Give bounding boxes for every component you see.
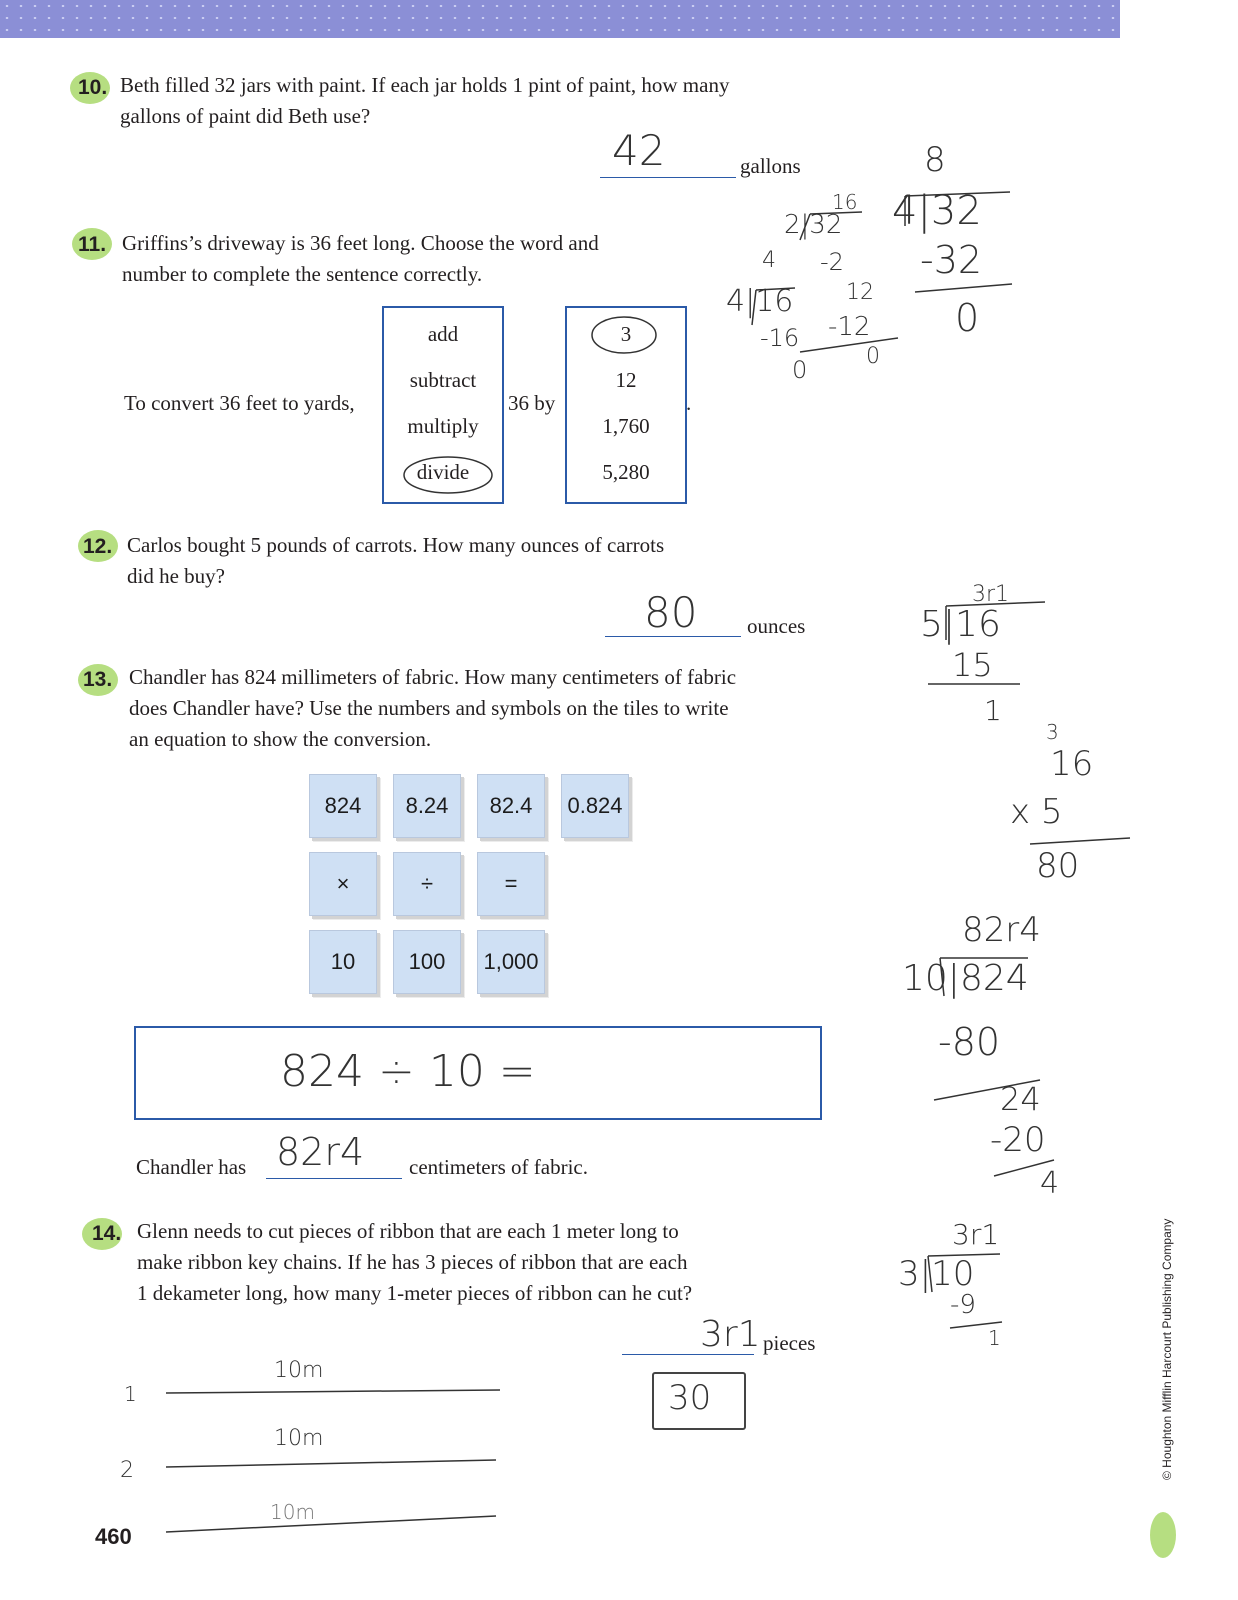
q11-sentence-start: To convert 36 feet to yards, (124, 391, 355, 415)
tile-divide[interactable]: ÷ (393, 852, 461, 916)
work-q12-16: 16 (1050, 744, 1094, 784)
q12-text-line1: Carlos bought 5 pounds of carrots. How many ounces of carrots (127, 533, 665, 557)
q11-sentence-end: . (686, 391, 692, 415)
work-q10-quotient-16: 16 (832, 190, 858, 214)
ribbon-label-2: 10m (274, 1426, 324, 1451)
q12-number: 12. (83, 535, 113, 558)
q13-answer-suffix: centimeters of fabric. (409, 1155, 588, 1179)
work-q13-quotient: 82r4 (962, 910, 1041, 950)
work-q10-division: 4|32 (892, 188, 982, 234)
ribbon-count-1: 1 (124, 1382, 137, 1406)
q11-text-line2: number to complete the sentence correctly. (122, 262, 483, 286)
q10-number: 10. (78, 76, 108, 99)
tile-824[interactable]: 824 (309, 774, 377, 838)
q10-unit: gallons (740, 154, 801, 178)
q10-answer[interactable]: 42 (612, 126, 666, 175)
tile-equals[interactable]: = (477, 852, 545, 916)
work-q13-division: 10|824 (902, 958, 1029, 999)
work-q14-remainder: 1 (988, 1326, 1001, 1350)
work-q10-remainder: 0 (955, 296, 980, 340)
q14-text-line1: Glenn needs to cut pieces of ribbon that are each 1 meter long to (137, 1219, 679, 1243)
q14-answer[interactable]: 3r1 (700, 1314, 761, 1355)
q14-unit: pieces (763, 1331, 816, 1355)
work-q10-quotient: 8 (924, 140, 946, 180)
work-q14-division: 3|10 (898, 1254, 975, 1294)
work-q13-sub-80: -80 (938, 1020, 1001, 1064)
work-q14-sub-9: -9 (950, 1290, 976, 1320)
work-q10-sub-12: -12 (828, 312, 871, 342)
work-q10-sub-2: -2 (820, 248, 844, 276)
work-q12-division: 5|16 (920, 604, 1001, 645)
tile-1000[interactable]: 1,000 (477, 930, 545, 994)
q11-word-divide[interactable]: divide (416, 460, 470, 484)
q11-text-line1: Griffins’s driveway is 36 feet long. Choose the word and (122, 231, 599, 255)
q11-number-12[interactable]: 12 (615, 368, 637, 392)
work-q13-24: 24 (1000, 1080, 1041, 1118)
copyright-notice: © Houghton Mifflin Harcourt Publishing Company (1160, 1218, 1174, 1480)
q13-number: 13. (83, 668, 113, 691)
ribbon-line-1 (166, 1390, 500, 1393)
q11-circle-word (404, 457, 492, 493)
tile-100[interactable]: 100 (393, 930, 461, 994)
q13-text-line2: does Chandler have? Use the numbers and symbols on the tiles to write (129, 696, 729, 720)
q13-answer-prefix: Chandler has (136, 1155, 247, 1179)
work-q10-quotient-4: 4 (762, 248, 776, 273)
tile-0-824[interactable]: 0.824 (561, 774, 629, 838)
highlight-splash (1150, 1512, 1176, 1558)
q12-unit: ounces (747, 614, 806, 638)
q11-number-5280[interactable]: 5,280 (602, 460, 650, 484)
q14-text-line2: make ribbon key chains. If he has 3 pieces of ribbon that are each (137, 1250, 688, 1274)
work-q12-product: 80 (1036, 846, 1080, 886)
tile-multiply[interactable]: × (309, 852, 377, 916)
work-q10-12: 12 (846, 280, 874, 305)
q11-number: 11. (78, 233, 107, 256)
work-q12-remainder: 1 (984, 694, 1002, 727)
work-q10-zero-2: 0 (792, 356, 808, 384)
q13-text-line1: Chandler has 824 millimeters of fabric. How many centimeters of fabric (129, 665, 737, 689)
q11-word-subtract[interactable]: subtract (409, 368, 477, 392)
tile-8-24[interactable]: 8.24 (393, 774, 461, 838)
tile-10[interactable]: 10 (309, 930, 377, 994)
q11-number-1760[interactable]: 1,760 (602, 414, 650, 438)
work-underline (915, 284, 1012, 292)
q13-equation[interactable]: 824 ÷ 10 = (280, 1046, 536, 1097)
q11-circle-number (592, 317, 656, 353)
ribbon-line-2 (166, 1460, 496, 1467)
ribbon-label-3: 10m (270, 1500, 315, 1524)
q14-text-line3: 1 dekameter long, how many 1-meter pieces of ribbon can he cut? (137, 1281, 693, 1305)
work-q13-remainder: 4 (1040, 1166, 1060, 1201)
q11-word-add[interactable]: add (427, 322, 459, 346)
work-q12-times-5: x 5 (1010, 792, 1063, 832)
q14-boxed-answer: 30 (668, 1378, 712, 1418)
work-q14-quotient: 3r1 (952, 1218, 1000, 1251)
q11-sentence-mid: 36 by (508, 391, 556, 415)
ribbon-line-3 (166, 1516, 496, 1532)
work-q12-carry: 3 (1046, 720, 1059, 744)
work-q10-subtract: -32 (920, 238, 983, 282)
page-number: 460 (95, 1524, 132, 1549)
q13-answer[interactable]: 82r4 (276, 1130, 365, 1174)
q12-answer[interactable]: 80 (644, 588, 698, 637)
q10-text-line1: Beth filled 32 jars with paint. If each jar holds 1 pint of paint, how many (120, 73, 730, 97)
tile-82-4[interactable]: 82.4 (477, 774, 545, 838)
q13-text-line3: an equation to show the conversion. (129, 727, 432, 751)
q10-text-line2: gallons of paint did Beth use? (120, 104, 371, 128)
q12-text-line2: did he buy? (127, 564, 225, 588)
work-underline (1030, 838, 1130, 844)
work-q13-sub-20: -20 (990, 1120, 1046, 1160)
q11-word-multiply[interactable]: multiply (407, 414, 479, 438)
ribbon-count-2: 2 (120, 1458, 134, 1483)
q14-number: 14. (92, 1222, 122, 1245)
work-q10-sub-16: -16 (760, 324, 800, 352)
q11-number-3[interactable]: 3 (620, 322, 632, 346)
work-q12-quotient: 3r1 (972, 582, 1010, 607)
work-q10-division-4-16: 4|16 (726, 284, 794, 319)
work-q10-zero: 0 (866, 344, 880, 369)
work-q10-division-2: 2|32 (784, 210, 843, 240)
work-q12-subtract: 15 (952, 646, 993, 684)
ribbon-label-1: 10m (274, 1358, 324, 1383)
